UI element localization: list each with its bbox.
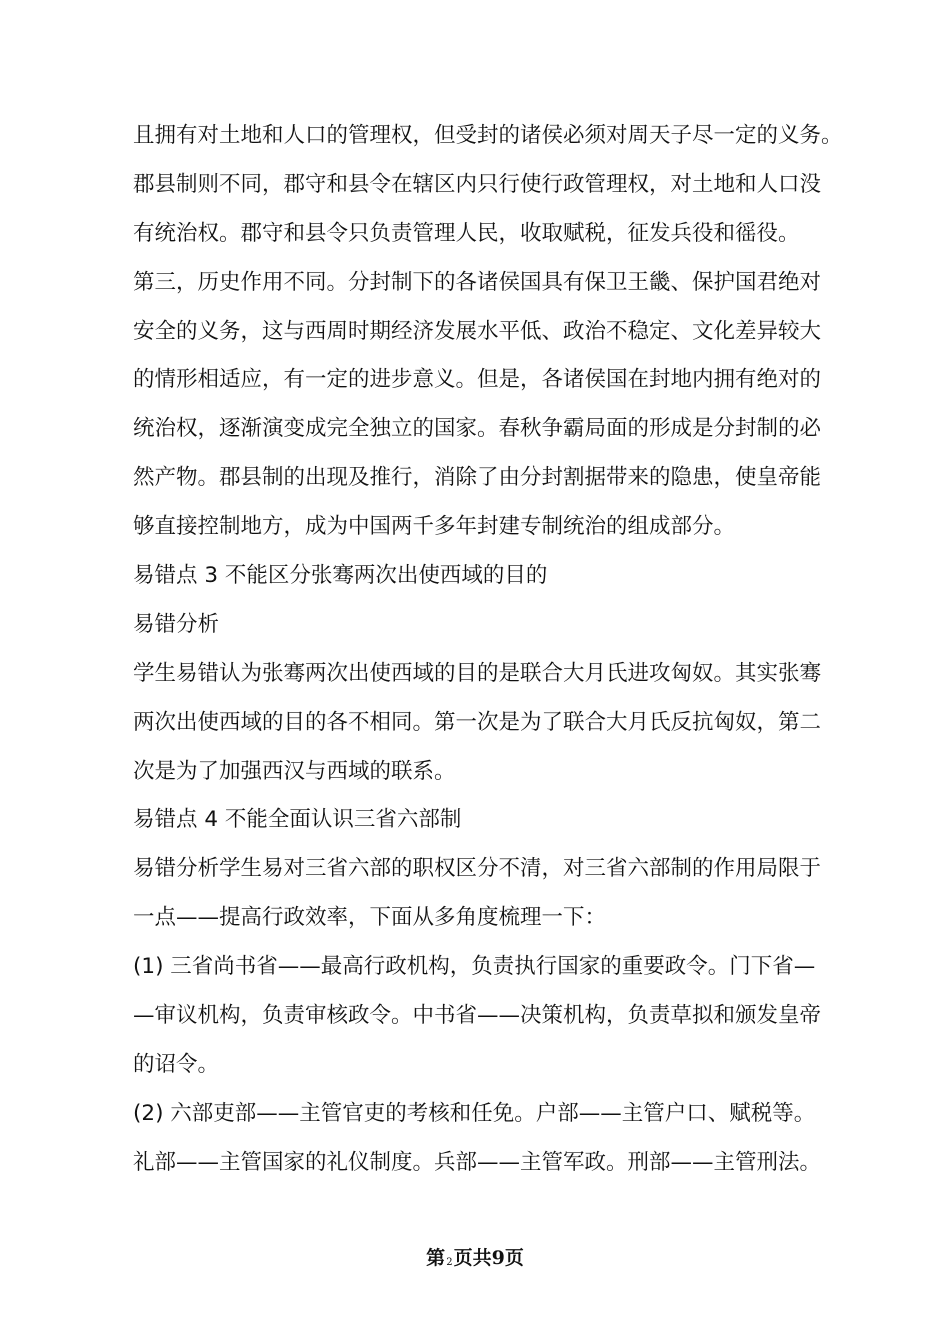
- text-line: (1) 三省尚书省——最高行政机构，负责执行国家的重要政令。门下省—: [133, 954, 816, 980]
- text-line: 够直接控制地方，成为中国两千多年封建专制统治的组成部分。: [133, 514, 736, 540]
- section-heading: 易错点 3 不能区分张骞两次出使西域的目的: [133, 563, 548, 589]
- text-line: 第三，历史作用不同。分封制下的各诸侯国具有保卫王畿、保护国君绝对: [133, 269, 822, 295]
- footer-prefix: 第: [426, 1247, 446, 1269]
- body-text: [133, 112, 843, 1188]
- text-line: 然产物。郡县制的出现及推行，消除了由分封割据带来的隐患，使皇帝能: [133, 465, 822, 491]
- text-line: 安全的义务，这与西周时期经济发展水平低、政治不稳定、文化差异较大: [133, 318, 822, 344]
- text-line: 两次出使西域的目的各不相同。第一次是为了联合大月氏反抗匈奴，第二: [133, 709, 822, 735]
- page-total: 9: [491, 1247, 505, 1269]
- text-line: 且拥有对土地和人口的管理权，但受封的诸侯必须对周天子尽一定的义务。: [133, 123, 843, 148]
- page-number: 2: [446, 1257, 453, 1268]
- text-line: 的诏令。: [133, 1051, 220, 1077]
- text-line: 郡县制则不同，郡守和县令在辖区内只行使行政管理权，对土地和人口没: [133, 171, 822, 197]
- text-line: 统治权，逐渐演变成完全独立的国家。春秋争霸局面的形成是分封制的必: [133, 416, 822, 442]
- footer-middle: 页共: [453, 1247, 492, 1269]
- text-line: 易错分析学生易对三省六部的职权区分不清，对三省六部制的作用局限于: [133, 856, 822, 882]
- text-line: 次是为了加强西汉与西域的联系。: [133, 758, 456, 784]
- section-heading: 易错点 4 不能全面认识三省六部制: [133, 807, 462, 833]
- text-line: (2) 六部吏部——主管官吏的考核和任免。户部——主管户口、赋税等。: [133, 1100, 816, 1126]
- page-footer: [0, 1243, 950, 1278]
- text-line: 有统治权。郡守和县令只负责管理人民，收取赋税，征发兵役和徭役。: [133, 220, 800, 246]
- text-line: —审议机构，负责审核政令。中书省——决策机构，负责草拟和颁发皇帝: [133, 1003, 822, 1029]
- text-line: 学生易错认为张骞两次出使西域的目的是联合大月氏进攻匈奴。其实张骞: [133, 660, 822, 686]
- text-line: 的情形相适应，有一定的进步意义。但是，各诸侯国在封地内拥有绝对的: [133, 367, 822, 393]
- footer-suffix: 页: [504, 1247, 524, 1269]
- section-subheading: 易错分析: [133, 611, 220, 637]
- text-line: 礼部——主管国家的礼仪制度。兵部——主管军政。刑部——主管刑法。: [133, 1149, 822, 1175]
- text-line: 一点——提高行政效率，下面从多角度梳理一下：: [133, 905, 607, 931]
